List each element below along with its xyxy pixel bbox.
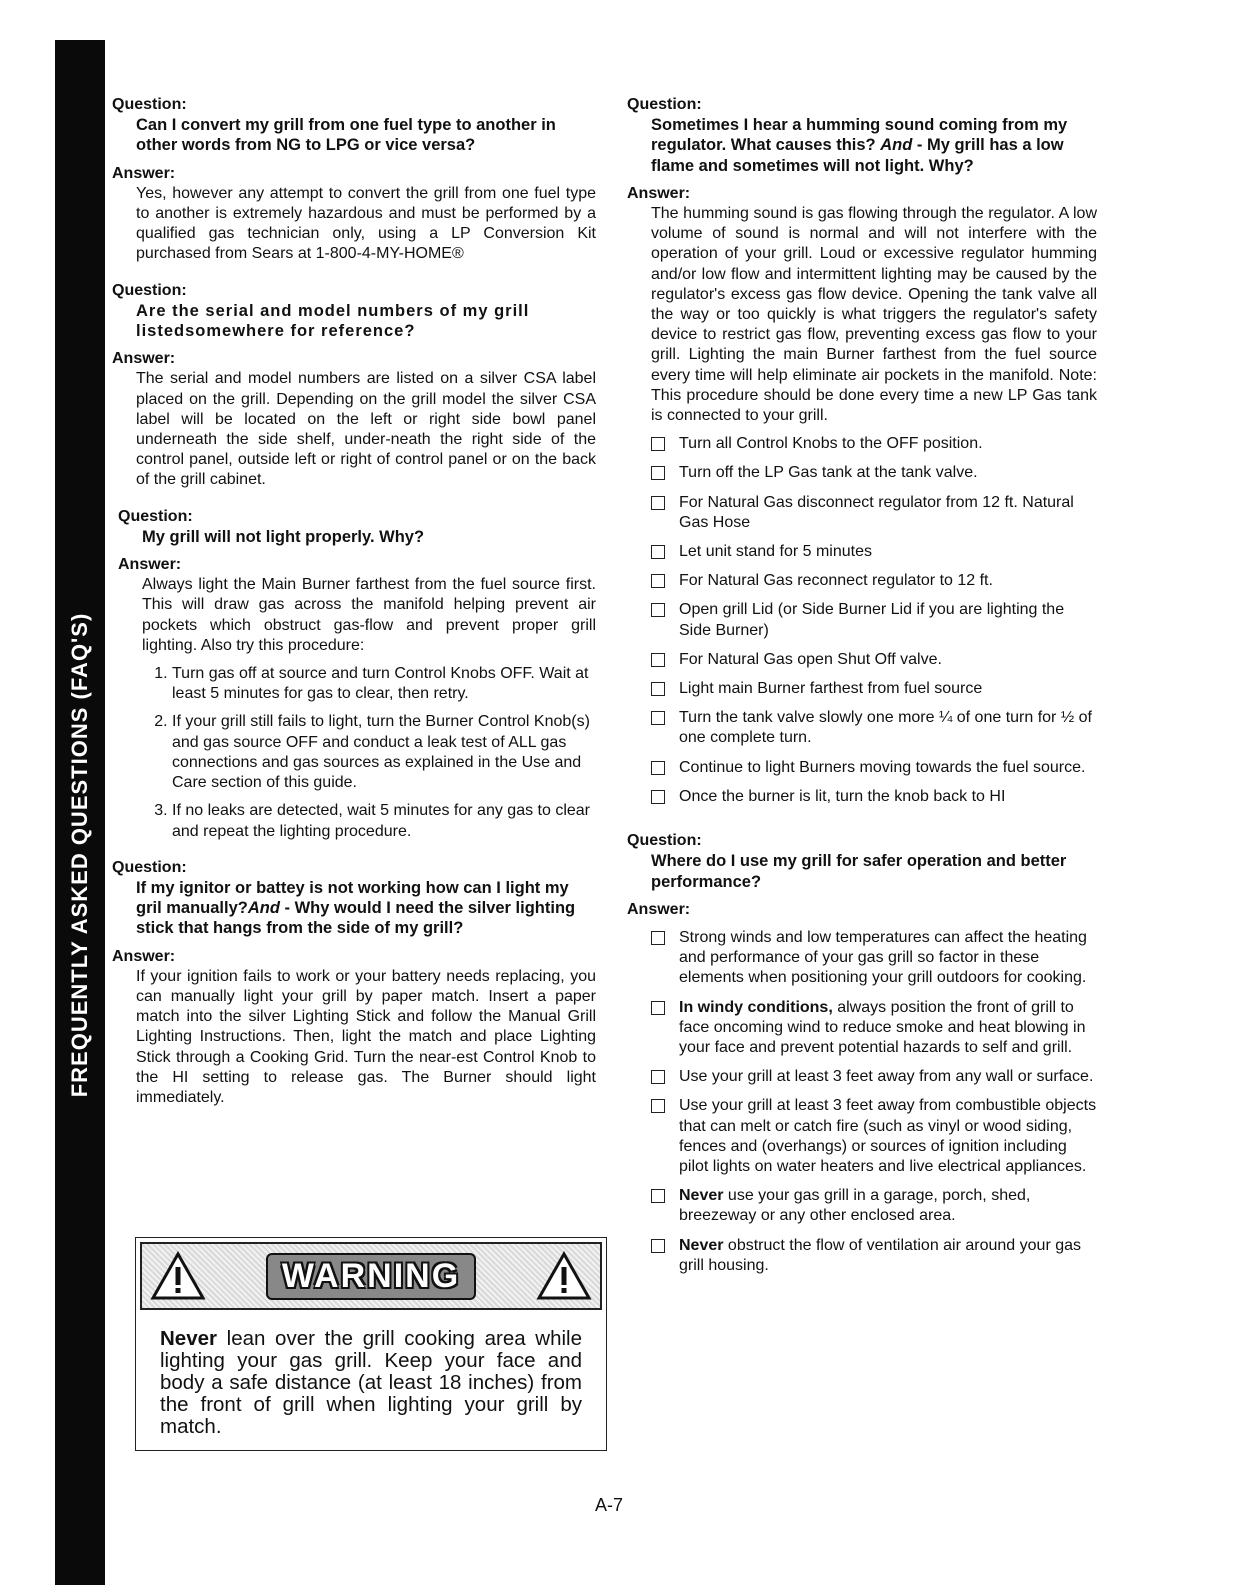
checklist-item: Never obstruct the flow of ventilation air around your gas grill housing. [651,1236,1097,1276]
checklist-item: Never use your gas grill in a garage, porch, shed, breezeway or any other enclosed area. [651,1186,1097,1226]
answer-text: Yes, however any attempt to convert the grill from one fuel type to another is extremely hazardous and must be performed by a qualified gas technician only, using a LP Conversion Kit purchased from Sears at 1-800-4-MY-HOME® [136,184,596,263]
checklist [651,928,1097,1276]
procedure-step: 1. Turn gas off at source and turn Control Knobs OFF. Wait at least 5 minutes for gas to clear, then retry. [172,664,596,704]
warning-header [140,1242,602,1310]
question-label: Question: [112,281,187,299]
warning-triangle-icon [150,1251,206,1301]
checkbox-icon [651,1099,665,1113]
question-label: Question: [627,96,702,113]
question-and: And [247,899,280,918]
checkbox-icon [651,1001,665,1015]
question-label: Question: [112,858,187,876]
question-part: - My grill has a low flame and sometimes will not light. Why? [651,136,1064,175]
faq-humming-regulator [627,95,1097,807]
question-text [136,878,596,939]
checkbox-icon [651,931,665,945]
question-text: Where do I use my grill for safer operation and better performance? [651,852,1067,891]
checkbox-icon [651,466,665,480]
answer-label: Answer: [627,184,691,202]
question-text: Can I convert my grill from one fuel type to another in other words from NG to LPG or vice versa? [136,116,556,155]
question-and: And [880,136,913,155]
checklist-item: Turn off the LP Gas tank at the tank valve. [651,463,1097,483]
checkbox-icon [651,1239,665,1253]
right-column [627,95,1097,1292]
checklist-item: For Natural Gas disconnect regulator from 12 ft. Natural Gas Hose [651,493,1097,533]
warning-text [136,1314,606,1452]
checklist-item: Let unit stand for 5 minutes [651,542,1097,562]
answer-label: Answer: [627,900,691,918]
page-number: A-7 [595,1495,624,1515]
checkbox-icon [651,682,665,696]
left-column [112,95,596,1124]
checkbox-icon [651,790,665,804]
checkbox-icon [651,1189,665,1203]
question-text [651,115,1097,176]
sidebar-label: FREQUENTLY ASKED QUESTIONS (FAQ'S) [67,612,92,1098]
question-label: Question: [112,96,187,113]
question-text: My grill will not light properly. Why? [142,527,425,546]
checkbox-icon [651,437,665,451]
checkbox-icon [651,761,665,775]
answer-text: Always light the Main Burner farthest from the fuel source first. This will draw gas across the manifold helping prevent air pockets which obstruct gas-flow and prevent proper grill lighting. Also try this procedure: [142,576,596,654]
faq-serial-numbers [112,281,596,491]
checklist-item: Once the burner is lit, turn the knob back to HI [651,787,1097,807]
procedure-step: 2. If your grill still fails to light, turn the Burner Control Knob(s) and gas source OFF and conduct a leak test of ALL gas connections and gas sources as explained in the Use and Care section of this guide. [172,712,596,793]
faq-safer-operation [627,831,1097,1276]
checklist-item: Use your grill at least 3 feet away from combustible objects that can melt or catch fire (such as vinyl or wood siding, fences and (overhangs) or sources of ignition including pilot lights on water heaters and live electrical appliances. [651,1096,1097,1177]
question-label: Question: [627,832,702,850]
answer-label: Answer: [112,164,176,182]
checklist-item: Use your grill at least 3 feet away from any wall or surface. [651,1067,1097,1087]
question-part: - Why would I need the silver lighting stick that hangs from the side of my grill? [136,899,576,938]
checklist-item: Open grill Lid (or Side Burner Lid if you are lighting the Side Burner) [651,600,1097,640]
checkbox-icon [651,603,665,617]
faq-convert-fuel [112,95,596,265]
question-part: Sometimes I hear a humming sound coming from my regulator. What causes this? [651,116,1068,155]
answer-label: Answer: [118,556,182,574]
checkbox-icon [651,496,665,510]
answer-text: If your ignition fails to work or your battery needs replacing, you can manually light your grill by paper match. Insert a paper match into the silver Lighting Stick and follow the Manual Grill Lighting Instructions. Then, light the match and place Lighting Stick through a Cooking Grid. Turn the near-est Control Knob to the HI setting to release gas. The Burner should light immediately. [136,967,596,1106]
warning-never: Never [160,1327,217,1350]
question-text: Are the serial and model numbers of my grill listedsomewhere for reference? [136,301,530,341]
checkbox-icon [651,545,665,559]
checklist-item: Turn all Control Knobs to the OFF position. [651,434,1097,454]
checklist-item: Light main Burner farthest from fuel source [651,679,1097,699]
faq-manual-lighting [112,858,596,1108]
checklist-item: Strong winds and low temperatures can affect the heating and performance of your gas grill so factor in these elements when positioning your grill outdoors for cooking. [651,928,1097,989]
answer-label: Answer: [112,350,176,368]
answer-text: The serial and model numbers are listed on a silver CSA label placed on the grill. Depending on the grill model the silver CSA label will be located on the left or right side bowl panel underneath the side shelf, under-neath the right side of the control panel, outside left or right of control panel or on the back of the grill cabinet. [136,370,596,489]
checklist [651,434,1097,807]
answer-label: Answer: [112,947,176,965]
checklist-item: Turn the tank valve slowly one more ¼ of one turn for ½ of one complete turn. [651,708,1097,748]
checklist-item: For Natural Gas open Shut Off valve. [651,650,1097,670]
checkbox-icon [651,1070,665,1084]
warning-title: WARNING [266,1253,476,1300]
question-label: Question: [118,507,193,525]
procedure-steps [146,664,596,842]
checklist-item: In windy conditions, always position the front of grill to face oncoming wind to reduce smoke and heat blowing in your face and prevent potential hazards to self and grill. [651,998,1097,1059]
checkbox-icon [651,574,665,588]
checkbox-icon [651,653,665,667]
checklist-item: For Natural Gas reconnect regulator to 12 ft. [651,571,1097,591]
faq-will-not-light [118,507,596,842]
checkbox-icon [651,711,665,725]
question-part: If my ignitor or battey is not working how can I light my gril manually? [136,878,569,918]
checklist-item: Continue to light Burners moving towards the fuel source. [651,758,1097,778]
procedure-step: 3. If no leaks are detected, wait 5 minutes for any gas to clear and repeat the lighting procedure. [172,801,596,841]
warning-message: lean over the grill cooking area while lighting your gas grill. Keep your face and body a safe distance (at least 18 inches) from the front of grill when lighting your grill by match. [160,1327,582,1438]
sidebar [55,40,105,1585]
warning-triangle-icon [536,1251,592,1301]
answer-text: The humming sound is gas flowing through the regulator. A low volume of sound is normal and will not interfere with the operation of your grill. Loud or excessive regulator humming and/or low flow and intermittent lighting may be caused by the regulator's excess gas flow device. Opening the tank valve all the way or too quickly is what triggers the regulator's safety device to restrict gas flow, preventing excess gas flow to your grill. Lighting the main Burner farthest from the fuel source every time will help eliminate air pockets in the manifold. Note: This procedure should be done every time a new LP Gas tank is connected to your grill. [651,205,1097,425]
warning-box [135,1237,607,1451]
